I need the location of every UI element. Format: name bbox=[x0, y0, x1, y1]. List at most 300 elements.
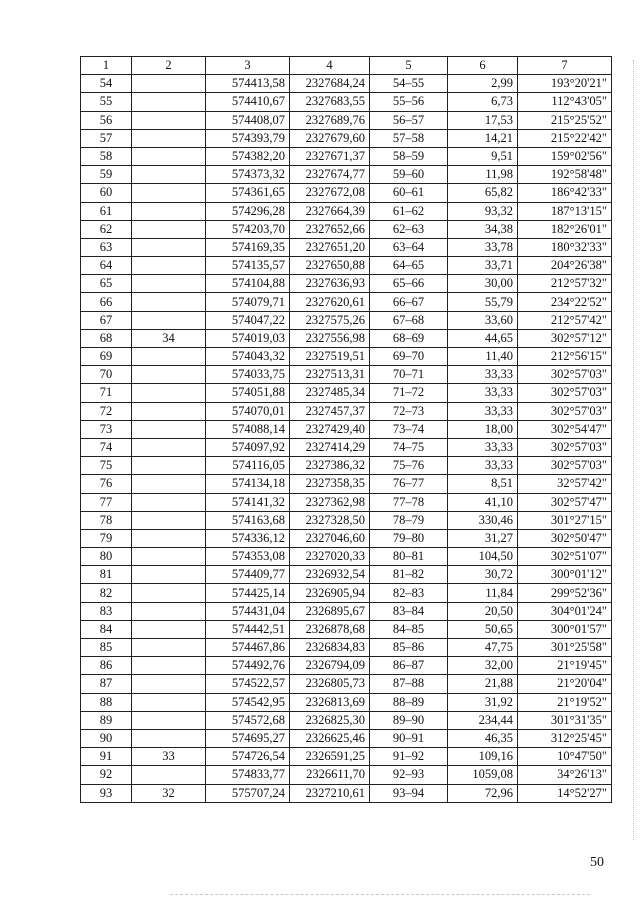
section-number-cell bbox=[132, 293, 206, 311]
table-row bbox=[81, 166, 612, 184]
x-coordinate-cell: 574726,54 bbox=[206, 748, 290, 766]
x-coordinate-cell: 574410,67 bbox=[206, 93, 290, 111]
length-cell: 41,10 bbox=[448, 493, 518, 511]
section-number-cell bbox=[132, 675, 206, 693]
x-coordinate-cell: 574522,57 bbox=[206, 675, 290, 693]
section-number-cell bbox=[132, 93, 206, 111]
table-row bbox=[81, 202, 612, 220]
point-number-cell: 61 bbox=[81, 202, 132, 220]
section-number-cell bbox=[132, 711, 206, 729]
x-coordinate-cell: 574542,95 bbox=[206, 693, 290, 711]
y-coordinate-cell: 2327671,37 bbox=[290, 147, 370, 165]
bearing-cell: 300°01'12" bbox=[518, 566, 612, 584]
bearing-cell: 14°52'27" bbox=[518, 784, 612, 802]
point-number-cell: 60 bbox=[81, 184, 132, 202]
point-number-cell: 92 bbox=[81, 766, 132, 784]
y-coordinate-cell: 2326878,68 bbox=[290, 620, 370, 638]
point-number-cell: 62 bbox=[81, 220, 132, 238]
x-coordinate-cell: 574097,92 bbox=[206, 438, 290, 456]
segment-cell: 74–75 bbox=[370, 438, 448, 456]
point-number-cell: 93 bbox=[81, 784, 132, 802]
bearing-cell: 32°57'42" bbox=[518, 475, 612, 493]
table-row bbox=[81, 384, 612, 402]
header-row bbox=[81, 57, 612, 75]
bearing-cell: 302°57'03" bbox=[518, 366, 612, 384]
y-coordinate-cell: 2327556,98 bbox=[290, 329, 370, 347]
segment-cell: 91–92 bbox=[370, 748, 448, 766]
point-number-cell: 81 bbox=[81, 566, 132, 584]
table-row bbox=[81, 329, 612, 347]
length-cell: 104,50 bbox=[448, 548, 518, 566]
table-row bbox=[81, 584, 612, 602]
segment-cell: 68–69 bbox=[370, 329, 448, 347]
x-coordinate-cell: 574336,12 bbox=[206, 529, 290, 547]
table-row bbox=[81, 639, 612, 657]
bearing-cell: 300°01'57" bbox=[518, 620, 612, 638]
segment-cell: 71–72 bbox=[370, 384, 448, 402]
segment-cell: 86–87 bbox=[370, 657, 448, 675]
length-cell: 17,53 bbox=[448, 111, 518, 129]
y-coordinate-cell: 2327679,60 bbox=[290, 129, 370, 147]
length-cell: 33,60 bbox=[448, 311, 518, 329]
x-coordinate-cell: 574408,07 bbox=[206, 111, 290, 129]
table-row bbox=[81, 220, 612, 238]
x-coordinate-cell: 574572,68 bbox=[206, 711, 290, 729]
table-row bbox=[81, 748, 612, 766]
bearing-cell: 212°56'15" bbox=[518, 348, 612, 366]
x-coordinate-cell: 574169,35 bbox=[206, 238, 290, 256]
point-number-cell: 54 bbox=[81, 75, 132, 93]
segment-cell: 57–58 bbox=[370, 129, 448, 147]
table-row bbox=[81, 184, 612, 202]
point-number-cell: 57 bbox=[81, 129, 132, 147]
x-coordinate-cell: 574296,28 bbox=[206, 202, 290, 220]
x-coordinate-cell: 574070,01 bbox=[206, 402, 290, 420]
point-number-cell: 66 bbox=[81, 293, 132, 311]
column-header-1: 1 bbox=[81, 57, 132, 75]
x-coordinate-cell: 574203,70 bbox=[206, 220, 290, 238]
segment-cell: 61–62 bbox=[370, 202, 448, 220]
section-number-cell bbox=[132, 238, 206, 256]
segment-cell: 93–94 bbox=[370, 784, 448, 802]
table-row bbox=[81, 493, 612, 511]
section-number-cell bbox=[132, 548, 206, 566]
x-coordinate-cell: 574116,05 bbox=[206, 457, 290, 475]
length-cell: 21,88 bbox=[448, 675, 518, 693]
y-coordinate-cell: 2327651,20 bbox=[290, 238, 370, 256]
length-cell: 18,00 bbox=[448, 420, 518, 438]
segment-cell: 80–81 bbox=[370, 548, 448, 566]
y-coordinate-cell: 2327328,50 bbox=[290, 511, 370, 529]
bearing-cell: 301°27'15" bbox=[518, 511, 612, 529]
table-row bbox=[81, 548, 612, 566]
length-cell: 33,33 bbox=[448, 438, 518, 456]
y-coordinate-cell: 2327429,40 bbox=[290, 420, 370, 438]
length-cell: 14,21 bbox=[448, 129, 518, 147]
length-cell: 31,92 bbox=[448, 693, 518, 711]
column-header-5: 5 bbox=[370, 57, 448, 75]
x-coordinate-cell: 574033,75 bbox=[206, 366, 290, 384]
segment-cell: 89–90 bbox=[370, 711, 448, 729]
length-cell: 1059,08 bbox=[448, 766, 518, 784]
y-coordinate-cell: 2327358,35 bbox=[290, 475, 370, 493]
x-coordinate-cell: 574431,04 bbox=[206, 602, 290, 620]
length-cell: 234,44 bbox=[448, 711, 518, 729]
bearing-cell: 302°51'07" bbox=[518, 548, 612, 566]
coordinates-table bbox=[80, 56, 612, 803]
section-number-cell bbox=[132, 493, 206, 511]
bearing-cell: 187°13'15" bbox=[518, 202, 612, 220]
length-cell: 55,79 bbox=[448, 293, 518, 311]
bearing-cell: 301°25'58" bbox=[518, 639, 612, 657]
segment-cell: 64–65 bbox=[370, 257, 448, 275]
section-number-cell bbox=[132, 275, 206, 293]
x-coordinate-cell: 574079,71 bbox=[206, 293, 290, 311]
x-coordinate-cell: 574442,51 bbox=[206, 620, 290, 638]
point-number-cell: 91 bbox=[81, 748, 132, 766]
length-cell: 11,40 bbox=[448, 348, 518, 366]
point-number-cell: 72 bbox=[81, 402, 132, 420]
point-number-cell: 63 bbox=[81, 238, 132, 256]
section-number-cell bbox=[132, 348, 206, 366]
length-cell: 8,51 bbox=[448, 475, 518, 493]
section-number-cell bbox=[132, 184, 206, 202]
table-row bbox=[81, 529, 612, 547]
table-row bbox=[81, 311, 612, 329]
y-coordinate-cell: 2327414,29 bbox=[290, 438, 370, 456]
table-row bbox=[81, 766, 612, 784]
bearing-cell: 186°42'33" bbox=[518, 184, 612, 202]
bearing-cell: 112°43'05" bbox=[518, 93, 612, 111]
x-coordinate-cell: 574373,32 bbox=[206, 166, 290, 184]
segment-cell: 66–67 bbox=[370, 293, 448, 311]
point-number-cell: 89 bbox=[81, 711, 132, 729]
length-cell: 72,96 bbox=[448, 784, 518, 802]
segment-cell: 88–89 bbox=[370, 693, 448, 711]
length-cell: 32,00 bbox=[448, 657, 518, 675]
point-number-cell: 69 bbox=[81, 348, 132, 366]
length-cell: 33,33 bbox=[448, 457, 518, 475]
column-header-7: 7 bbox=[518, 57, 612, 75]
point-number-cell: 73 bbox=[81, 420, 132, 438]
y-coordinate-cell: 2327683,55 bbox=[290, 93, 370, 111]
y-coordinate-cell: 2327020,33 bbox=[290, 548, 370, 566]
point-number-cell: 80 bbox=[81, 548, 132, 566]
section-number-cell bbox=[132, 402, 206, 420]
bearing-cell: 301°31'35" bbox=[518, 711, 612, 729]
table-row bbox=[81, 257, 612, 275]
point-number-cell: 74 bbox=[81, 438, 132, 456]
section-number-cell bbox=[132, 475, 206, 493]
table-row bbox=[81, 402, 612, 420]
bearing-cell: 302°57'03" bbox=[518, 402, 612, 420]
section-number-cell bbox=[132, 220, 206, 238]
y-coordinate-cell: 2327620,61 bbox=[290, 293, 370, 311]
section-number-cell bbox=[132, 75, 206, 93]
segment-cell: 85–86 bbox=[370, 639, 448, 657]
segment-cell: 69–70 bbox=[370, 348, 448, 366]
bearing-cell: 234°22'52" bbox=[518, 293, 612, 311]
table-row bbox=[81, 275, 612, 293]
section-number-cell bbox=[132, 766, 206, 784]
x-coordinate-cell: 574163,68 bbox=[206, 511, 290, 529]
y-coordinate-cell: 2327636,93 bbox=[290, 275, 370, 293]
x-coordinate-cell: 574134,18 bbox=[206, 475, 290, 493]
bearing-cell: 21°19'45" bbox=[518, 657, 612, 675]
x-coordinate-cell: 574135,57 bbox=[206, 257, 290, 275]
point-number-cell: 87 bbox=[81, 675, 132, 693]
bearing-cell: 180°32'33" bbox=[518, 238, 612, 256]
bearing-cell: 215°22'42" bbox=[518, 129, 612, 147]
bearing-cell: 204°26'38" bbox=[518, 257, 612, 275]
x-coordinate-cell: 574361,65 bbox=[206, 184, 290, 202]
section-number-cell bbox=[132, 620, 206, 638]
bearing-cell: 215°25'52" bbox=[518, 111, 612, 129]
point-number-cell: 58 bbox=[81, 147, 132, 165]
x-coordinate-cell: 574413,58 bbox=[206, 75, 290, 93]
y-coordinate-cell: 2326794,09 bbox=[290, 657, 370, 675]
point-number-cell: 67 bbox=[81, 311, 132, 329]
point-number-cell: 68 bbox=[81, 329, 132, 347]
table-row bbox=[81, 348, 612, 366]
section-number-cell bbox=[132, 457, 206, 475]
x-coordinate-cell: 574088,14 bbox=[206, 420, 290, 438]
point-number-cell: 88 bbox=[81, 693, 132, 711]
section-number-cell bbox=[132, 384, 206, 402]
table-row bbox=[81, 784, 612, 802]
x-coordinate-cell: 574141,32 bbox=[206, 493, 290, 511]
bearing-cell: 192°58'48" bbox=[518, 166, 612, 184]
y-coordinate-cell: 2326932,54 bbox=[290, 566, 370, 584]
point-number-cell: 55 bbox=[81, 93, 132, 111]
bearing-cell: 10°47'50" bbox=[518, 748, 612, 766]
y-coordinate-cell: 2327046,60 bbox=[290, 529, 370, 547]
point-number-cell: 82 bbox=[81, 584, 132, 602]
y-coordinate-cell: 2327684,24 bbox=[290, 75, 370, 93]
bearing-cell: 302°54'47" bbox=[518, 420, 612, 438]
section-number-cell bbox=[132, 566, 206, 584]
section-number-cell bbox=[132, 366, 206, 384]
segment-cell: 72–73 bbox=[370, 402, 448, 420]
table-row bbox=[81, 475, 612, 493]
length-cell: 46,35 bbox=[448, 729, 518, 747]
bearing-cell: 21°19'52" bbox=[518, 693, 612, 711]
y-coordinate-cell: 2327513,31 bbox=[290, 366, 370, 384]
table-row bbox=[81, 93, 612, 111]
length-cell: 11,98 bbox=[448, 166, 518, 184]
bearing-cell: 304°01'24" bbox=[518, 602, 612, 620]
section-number-cell bbox=[132, 529, 206, 547]
section-number-cell bbox=[132, 202, 206, 220]
x-coordinate-cell: 574833,77 bbox=[206, 766, 290, 784]
column-header-6: 6 bbox=[448, 57, 518, 75]
length-cell: 330,46 bbox=[448, 511, 518, 529]
segment-cell: 82–83 bbox=[370, 584, 448, 602]
x-coordinate-cell: 574425,14 bbox=[206, 584, 290, 602]
table-row bbox=[81, 293, 612, 311]
point-number-cell: 83 bbox=[81, 602, 132, 620]
point-number-cell: 64 bbox=[81, 257, 132, 275]
table-body bbox=[81, 75, 612, 803]
bearing-cell: 302°50'47" bbox=[518, 529, 612, 547]
table-row bbox=[81, 238, 612, 256]
point-number-cell: 77 bbox=[81, 493, 132, 511]
segment-cell: 81–82 bbox=[370, 566, 448, 584]
point-number-cell: 86 bbox=[81, 657, 132, 675]
section-number-cell bbox=[132, 129, 206, 147]
column-header-3: 3 bbox=[206, 57, 290, 75]
section-number-cell bbox=[132, 511, 206, 529]
table-row bbox=[81, 566, 612, 584]
section-number-cell bbox=[132, 166, 206, 184]
segment-cell: 77–78 bbox=[370, 493, 448, 511]
table-row bbox=[81, 420, 612, 438]
x-coordinate-cell: 574047,22 bbox=[206, 311, 290, 329]
table-row bbox=[81, 111, 612, 129]
y-coordinate-cell: 2327689,76 bbox=[290, 111, 370, 129]
length-cell: 50,65 bbox=[448, 620, 518, 638]
x-coordinate-cell: 574695,27 bbox=[206, 729, 290, 747]
table-row bbox=[81, 457, 612, 475]
table-row bbox=[81, 129, 612, 147]
y-coordinate-cell: 2327650,88 bbox=[290, 257, 370, 275]
bearing-cell: 21°20'04" bbox=[518, 675, 612, 693]
table-row bbox=[81, 729, 612, 747]
section-number-cell bbox=[132, 639, 206, 657]
bearing-cell: 299°52'36" bbox=[518, 584, 612, 602]
y-coordinate-cell: 2327457,37 bbox=[290, 402, 370, 420]
y-coordinate-cell: 2326813,69 bbox=[290, 693, 370, 711]
section-number-cell bbox=[132, 257, 206, 275]
y-coordinate-cell: 2326825,30 bbox=[290, 711, 370, 729]
x-coordinate-cell: 574492,76 bbox=[206, 657, 290, 675]
bottom-scan-marks bbox=[170, 894, 590, 895]
point-number-cell: 78 bbox=[81, 511, 132, 529]
section-number-cell: 32 bbox=[132, 784, 206, 802]
point-number-cell: 56 bbox=[81, 111, 132, 129]
point-number-cell: 76 bbox=[81, 475, 132, 493]
segment-cell: 87–88 bbox=[370, 675, 448, 693]
table-row bbox=[81, 693, 612, 711]
segment-cell: 83–84 bbox=[370, 602, 448, 620]
section-number-cell bbox=[132, 438, 206, 456]
column-header-2: 2 bbox=[132, 57, 206, 75]
length-cell: 9,51 bbox=[448, 147, 518, 165]
length-cell: 33,33 bbox=[448, 402, 518, 420]
length-cell: 33,33 bbox=[448, 366, 518, 384]
x-coordinate-cell: 574019,03 bbox=[206, 329, 290, 347]
point-number-cell: 59 bbox=[81, 166, 132, 184]
bearing-cell: 312°25'45" bbox=[518, 729, 612, 747]
segment-cell: 67–68 bbox=[370, 311, 448, 329]
table-row bbox=[81, 438, 612, 456]
bearing-cell: 302°57'03" bbox=[518, 384, 612, 402]
length-cell: 11,84 bbox=[448, 584, 518, 602]
bearing-cell: 34°26'13" bbox=[518, 766, 612, 784]
table-header bbox=[81, 57, 612, 75]
x-coordinate-cell: 574104,88 bbox=[206, 275, 290, 293]
x-coordinate-cell: 575707,24 bbox=[206, 784, 290, 802]
length-cell: 34,38 bbox=[448, 220, 518, 238]
bearing-cell: 212°57'42" bbox=[518, 311, 612, 329]
x-coordinate-cell: 574382,20 bbox=[206, 147, 290, 165]
segment-cell: 75–76 bbox=[370, 457, 448, 475]
column-header-4: 4 bbox=[290, 57, 370, 75]
segment-cell: 70–71 bbox=[370, 366, 448, 384]
point-number-cell: 85 bbox=[81, 639, 132, 657]
segment-cell: 92–93 bbox=[370, 766, 448, 784]
y-coordinate-cell: 2327672,08 bbox=[290, 184, 370, 202]
segment-cell: 90–91 bbox=[370, 729, 448, 747]
segment-cell: 55–56 bbox=[370, 93, 448, 111]
y-coordinate-cell: 2326834,83 bbox=[290, 639, 370, 657]
segment-cell: 54–55 bbox=[370, 75, 448, 93]
segment-cell: 63–64 bbox=[370, 238, 448, 256]
bearing-cell: 302°57'47" bbox=[518, 493, 612, 511]
y-coordinate-cell: 2326625,46 bbox=[290, 729, 370, 747]
x-coordinate-cell: 574043,32 bbox=[206, 348, 290, 366]
bearing-cell: 193°20'21" bbox=[518, 75, 612, 93]
length-cell: 33,71 bbox=[448, 257, 518, 275]
section-number-cell bbox=[132, 602, 206, 620]
y-coordinate-cell: 2327519,51 bbox=[290, 348, 370, 366]
section-number-cell bbox=[132, 311, 206, 329]
y-coordinate-cell: 2326611,70 bbox=[290, 766, 370, 784]
length-cell: 109,16 bbox=[448, 748, 518, 766]
segment-cell: 76–77 bbox=[370, 475, 448, 493]
length-cell: 93,32 bbox=[448, 202, 518, 220]
table-row bbox=[81, 366, 612, 384]
y-coordinate-cell: 2327664,39 bbox=[290, 202, 370, 220]
section-number-cell bbox=[132, 584, 206, 602]
length-cell: 65,82 bbox=[448, 184, 518, 202]
point-number-cell: 65 bbox=[81, 275, 132, 293]
y-coordinate-cell: 2327674,77 bbox=[290, 166, 370, 184]
table-row bbox=[81, 147, 612, 165]
section-number-cell: 34 bbox=[132, 329, 206, 347]
section-number-cell bbox=[132, 420, 206, 438]
segment-cell: 59–60 bbox=[370, 166, 448, 184]
y-coordinate-cell: 2326591,25 bbox=[290, 748, 370, 766]
point-number-cell: 71 bbox=[81, 384, 132, 402]
table-row bbox=[81, 711, 612, 729]
y-coordinate-cell: 2326905,94 bbox=[290, 584, 370, 602]
length-cell: 6,73 bbox=[448, 93, 518, 111]
length-cell: 30,00 bbox=[448, 275, 518, 293]
x-coordinate-cell: 574467,86 bbox=[206, 639, 290, 657]
bearing-cell: 302°57'03" bbox=[518, 457, 612, 475]
point-number-cell: 75 bbox=[81, 457, 132, 475]
length-cell: 31,27 bbox=[448, 529, 518, 547]
bearing-cell: 182°26'01" bbox=[518, 220, 612, 238]
point-number-cell: 79 bbox=[81, 529, 132, 547]
point-number-cell: 70 bbox=[81, 366, 132, 384]
section-number-cell bbox=[132, 729, 206, 747]
segment-cell: 79–80 bbox=[370, 529, 448, 547]
segment-cell: 60–61 bbox=[370, 184, 448, 202]
y-coordinate-cell: 2326895,67 bbox=[290, 602, 370, 620]
page-number: 50 bbox=[590, 855, 604, 870]
bearing-cell: 159°02'56" bbox=[518, 147, 612, 165]
y-coordinate-cell: 2327210,61 bbox=[290, 784, 370, 802]
x-coordinate-cell: 574409,77 bbox=[206, 566, 290, 584]
length-cell: 47,75 bbox=[448, 639, 518, 657]
section-number-cell bbox=[132, 693, 206, 711]
table-row bbox=[81, 75, 612, 93]
table-row bbox=[81, 675, 612, 693]
point-number-cell: 90 bbox=[81, 729, 132, 747]
segment-cell: 84–85 bbox=[370, 620, 448, 638]
